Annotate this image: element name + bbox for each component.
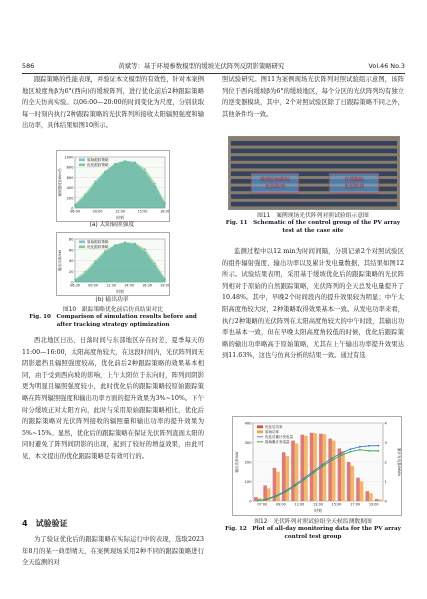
fig12-energy-point xyxy=(312,472,314,474)
fig10b-series-2-point xyxy=(114,244,115,245)
fig10a-xtick: 12:00 xyxy=(115,209,125,214)
fig10a-legend-swatch xyxy=(79,159,85,162)
fig10a-series-2-point xyxy=(74,204,75,205)
fig10b-xtick: 09:00 xyxy=(88,283,98,288)
fig10a-legend-label: 优化跟踪策略 xyxy=(87,163,109,167)
fig10b-legend-swatch xyxy=(79,246,85,249)
fig10b-xtick: 11:30 xyxy=(106,283,116,288)
fig11-scene xyxy=(229,137,399,209)
fig12-energy-point xyxy=(359,446,361,448)
fig12-bar-original-power xyxy=(341,451,345,501)
fig10b-ytick: 0 xyxy=(71,280,74,285)
fig10b-series-2-point xyxy=(74,279,75,280)
fig12-ytick-right: 4 xyxy=(384,421,387,426)
fig12-bar-original-power xyxy=(378,499,382,501)
fig12-bar-original-power xyxy=(332,441,336,501)
fig12-caption-cn: 图12 光伏阵列对照试验组全天候监测数据图 xyxy=(254,519,372,525)
fig10b-legend-swatch xyxy=(79,241,85,244)
section-heading-4: 4 试验验证 xyxy=(22,519,68,528)
fig12-energy-point xyxy=(285,491,287,493)
fig10a-caption: (a) 太阳辐照强度 xyxy=(89,222,135,228)
fig10b-series-2-point xyxy=(144,249,145,250)
volume-issue: Vol.46 No.3 xyxy=(368,61,405,70)
fig10b-ytick: 40 xyxy=(68,259,74,263)
fig11-label-left-2: 光伏阵列 xyxy=(264,184,286,190)
fig10a-xtick: 06:00 xyxy=(70,209,80,214)
fig10a-ytick: 1000 xyxy=(64,155,74,160)
fig12-ylabel-left: 输出功率/kW xyxy=(235,451,239,473)
fig12-energy-point xyxy=(294,485,296,487)
fig10b-ytick: 80 xyxy=(68,237,74,242)
fig12-energy-point xyxy=(331,459,333,461)
fig10a-series-2-point xyxy=(134,161,135,162)
fig12-energy-point xyxy=(257,500,259,502)
fig12-energy-point xyxy=(322,464,324,466)
fig10b-legend-label: 原始跟踪策略 xyxy=(87,240,109,244)
running-header xyxy=(22,60,405,74)
fig10b-series-2-point xyxy=(164,278,165,279)
fig12-energy-point xyxy=(266,499,268,501)
fig10a-ytick: 400 xyxy=(66,186,74,191)
fig12-bar-original-power xyxy=(286,456,290,501)
fig10b-series-2-point xyxy=(104,250,105,251)
fig10b-series-2-point xyxy=(84,271,85,272)
fig12-ytick-left: 200 xyxy=(244,460,252,465)
fig12-panel xyxy=(232,416,402,516)
fig12-bar-optimized-power xyxy=(328,439,332,501)
fig11-label-left-1: 缓坡原始跟踪 xyxy=(259,177,291,183)
fig12-legend-label: 原始功率 xyxy=(265,430,279,434)
fig12-energy-point xyxy=(359,449,361,451)
fig12-energy-point xyxy=(340,452,342,454)
right-column xyxy=(222,74,404,120)
fig11-panel-row xyxy=(231,149,397,154)
fig12-legend-label: 原始累计发电量 xyxy=(265,440,290,444)
fig10b-xtick: 19:00 xyxy=(160,283,169,288)
fig12-energy-point xyxy=(350,448,352,450)
fig10a-xtick: 15:00 xyxy=(137,209,148,214)
fig10-caption-block xyxy=(22,306,204,329)
fig10a-ytick: 200 xyxy=(66,196,74,201)
fig12-xtick: 15:00 xyxy=(331,502,342,507)
fig10-panel-a xyxy=(56,150,170,222)
fig11-caption-cn: 图11 案例现场光伏阵列对照试验组示意图 xyxy=(257,213,369,219)
left-column-lower xyxy=(22,335,204,463)
left-paragraph-2: 西北地区日出、日落时间与东部地区存在时差，夏季每天的11:00—16:00，太阳高度角较大，在这段时间内，光伏阵列间无阴影遮挡且辐照强度较高，优化前后2种跟踪策略的效果基本相同，由于受到西向坡的影响，上午太阳位于东向时，阵列间阴影更为明显且辐照强度较小，此时优化后的跟踪策略较原始跟踪策略在阵列辐照强度和输出功率方面的提升效果为3%~10%。下午时分缓坡正对太阳方向，此时与采用原始跟踪策略相比，优化后的跟踪策略对光伏阵列接收的辐照量和输出功率的提升效果为5%~15%。显然，优化后的跟踪策略在保证光伏阵列直面太阳的同时避免了阵列间阴影的出现，起到了较好的增益效果，由此可见，本文提出的优化跟踪策略是有效可行的。 xyxy=(22,337,204,460)
fig12-energy-point xyxy=(303,479,305,481)
fig12-legend-label: 优化后累计发电量 xyxy=(265,435,293,439)
fig12-legend-label: 优化后功率 xyxy=(265,425,283,429)
left-column xyxy=(22,74,204,132)
right-paragraph-2: 监测过程中以12 min为时间间隔，分别记录2个对照试验区的组件辐射强度、输出功率以及累计发电量数据，其结果如图12所示。试验结果表明，采用基于缓坡优化后的跟踪策略的光伏阵列相对于原始的自然跟踪策略，光伏阵列的全天总发电量提升了10.48%。其中，早晚2个时间段内的提升效果较为明显；中午太阳高度角较大时，2种策略取得效果基本一致。从发电功率来看，执行2种策略的光伏阵列在太阳高度角较大的中午时段，其输出功率也基本一致，但在早晚太阳高度角较低的时候，优化后跟踪策略的输出功率略高于原始策略，尤其在上午输出功率提升效果达到11.63%，这也与仿真分析的结果一致。通过有选 xyxy=(222,248,404,360)
fig10a-series-2-point xyxy=(84,194,85,195)
fig10a-ytick: 800 xyxy=(66,165,74,170)
fig10a-series-2-point xyxy=(104,171,105,172)
fig12-bar-original-power xyxy=(369,493,373,501)
fig12-bar-original-power xyxy=(323,434,327,501)
fig10a-series-2-point xyxy=(124,160,125,161)
fig12-bar-optimized-power xyxy=(356,478,360,501)
fig12-energy-point xyxy=(368,450,370,452)
fig12-caption-en-1: Fig. 12 Plot of all-day monitoring data for the PV array xyxy=(225,526,401,532)
fig11-label-right-2: 光伏阵列 xyxy=(343,184,365,190)
fig10-caption-en-1: Fig. 10 Comparison of simulation results before and xyxy=(29,314,197,320)
fig10b-legend-label: 优化跟踪策略 xyxy=(87,245,109,249)
fig12-legend-swatch xyxy=(257,425,263,428)
fig12-energy-point xyxy=(322,465,324,467)
fig12-bar-original-power xyxy=(360,482,364,502)
fig12-ylabel-right: 累计发电量/MWh xyxy=(397,447,401,477)
fig12-ytick-right: 0 xyxy=(384,499,387,504)
fig11-photo xyxy=(228,136,400,210)
fig12-xtick: 07:00 xyxy=(257,502,268,507)
fig10b-ylabel: 输出功率/kW xyxy=(58,249,62,272)
fig11-caption-en-2: test at the case site xyxy=(282,227,344,234)
fig12-ytick-right: 3 xyxy=(384,441,387,445)
fig11-panel-row xyxy=(231,156,397,161)
fig11-panel-row xyxy=(231,164,397,169)
fig10b-xlabel: 时刻 xyxy=(116,289,124,294)
fig11-panel-row xyxy=(231,202,397,207)
fig12-xtick: 17:00 xyxy=(350,502,361,507)
fig10b-series-2-point xyxy=(94,260,95,261)
fig10-panel-b xyxy=(56,232,170,296)
fig12-ytick-left: 0 xyxy=(249,499,252,504)
fig12-bar-optimized-power xyxy=(301,435,305,501)
right-column-middle xyxy=(222,246,404,362)
fig10a-xtick: 18:00 xyxy=(160,209,169,214)
fig12-bar-optimized-power xyxy=(375,499,379,501)
fig10a-ytick: 600 xyxy=(66,175,74,180)
fig12-energy-point xyxy=(340,454,342,456)
page-number: 586 xyxy=(22,61,35,70)
fig12-bar-optimized-power xyxy=(347,462,351,501)
fig12-energy-point xyxy=(331,457,333,459)
fig10a-series-2-point xyxy=(94,181,95,182)
fig10b-xtick: 14:00 xyxy=(124,283,134,288)
fig10a-xtick: 09:00 xyxy=(92,209,103,214)
fig12-energy-point xyxy=(275,496,277,498)
fig12-ytick-right: 2 xyxy=(384,460,387,465)
fig12-bar-original-power xyxy=(351,466,355,501)
fig12-energy-point xyxy=(377,445,379,447)
fig10b-series-2-point xyxy=(154,262,155,263)
fig12-energy-point xyxy=(377,450,379,452)
fig12-xtick: 11:00 xyxy=(294,502,305,507)
fig12-energy-point xyxy=(368,445,370,447)
fig10a-chart xyxy=(57,151,169,221)
fig10b-xtick: 06:30 xyxy=(70,283,80,288)
fig10a-legend-swatch xyxy=(79,164,85,167)
fig10a-series-2-point xyxy=(114,163,115,164)
right-paragraph-1: 照试验研究。图11为案例现场光伏阵列对照试验组示意图，该阵列位于西向缓坡β为6°的缓坡地区，每个分区的光伏阵列均有独立的逆变器模块，其中，2个对照试验区除了日跟踪策略不同之外，其他条件均一致。 xyxy=(222,76,404,118)
fig10b-series-2-point xyxy=(124,242,125,243)
fig10-caption-cn: 图10 跟踪策略优化前后仿真结果对比 xyxy=(62,307,164,313)
fig10b-xtick: 16:30 xyxy=(142,283,152,288)
fig12-xtick: 13:00 xyxy=(313,502,323,507)
fig12-energy-point xyxy=(350,451,352,453)
fig12-caption-en-2: control test group xyxy=(284,533,342,540)
fig10a-ytick: 0 xyxy=(71,206,74,211)
fig11-panel-row xyxy=(231,141,397,146)
fig10a-series-2-point xyxy=(154,183,155,184)
fig12-ytick-left: 100 xyxy=(244,480,252,484)
fig11-label-right-1: 自然跟踪 xyxy=(343,177,365,183)
fig12-bar-original-power xyxy=(295,443,299,501)
left-paragraph-1: 跟踪策略的性能表现，并验证本文模型的有效性，针对本案例地区坡度角β为6°(西向)的缓坡阵列，进行优化前后2种跟踪策略的全天仿真实验。以06:00—20:00的时间变化为尺度，分别获取每一时刻内执行2种跟踪策略的光伏阵列所接收太阳辐照强度和输出功率，具体结果如图10所示。 xyxy=(22,76,205,130)
fig10a-ylabel: 辐照强度/(W/m²) xyxy=(58,168,62,197)
running-title: 黄斌等：基于环境参数模型的缓坡光伏阵列反阴影策略研究 xyxy=(118,62,285,70)
fig10a-xlabel: 时刻 xyxy=(116,215,124,220)
fig10b-ytick: 60 xyxy=(68,248,74,253)
fig12-xtick: 19:00 xyxy=(368,502,379,507)
fig10b-chart xyxy=(57,233,169,295)
fig10a-series-2-point xyxy=(144,169,145,170)
fig10b-ytick: 20 xyxy=(68,269,74,274)
fig11-caption-block xyxy=(222,212,404,235)
fig11-panel-row xyxy=(231,194,397,199)
fig12-caption-block xyxy=(222,518,404,541)
fig12-ytick-right: 1 xyxy=(384,480,387,484)
left-column-bottom xyxy=(22,534,204,569)
fig10a-series-2-point xyxy=(164,202,165,203)
fig12-bar-original-power xyxy=(304,436,308,501)
fig12-xlabel: 时刻 xyxy=(314,508,322,513)
fig12-bar-original-power xyxy=(313,433,317,501)
fig10-caption-en-2: after tracking strategy optimization xyxy=(56,321,170,328)
fig12-ytick-left: 300 xyxy=(244,441,252,445)
fig10b-series-2-point xyxy=(134,243,135,244)
left-paragraph-3: 为了验证优化后的跟踪策略在实际运行中的表现，选取2023年8月的某一典型晴天，在案例现场采用2种不同的跟踪策略进行全天监测的对 xyxy=(22,536,204,567)
fig12-ytick-left: 400 xyxy=(244,421,252,426)
fig12-xtick: 09:00 xyxy=(275,502,286,507)
fig10a-legend-label: 原始跟踪策略 xyxy=(87,158,109,162)
fig12-legend-swatch xyxy=(257,430,263,433)
fig11-caption-en-1: Fig. 11 Schematic of the control group of the PV array xyxy=(225,220,401,226)
fig12-bar-optimized-power xyxy=(291,441,295,501)
fig10b-caption: (b) 输出功率 xyxy=(95,297,129,303)
fig12-bar-optimized-power xyxy=(310,433,314,501)
fig12-chart xyxy=(233,417,401,515)
fig12-bar-optimized-power xyxy=(366,491,370,501)
